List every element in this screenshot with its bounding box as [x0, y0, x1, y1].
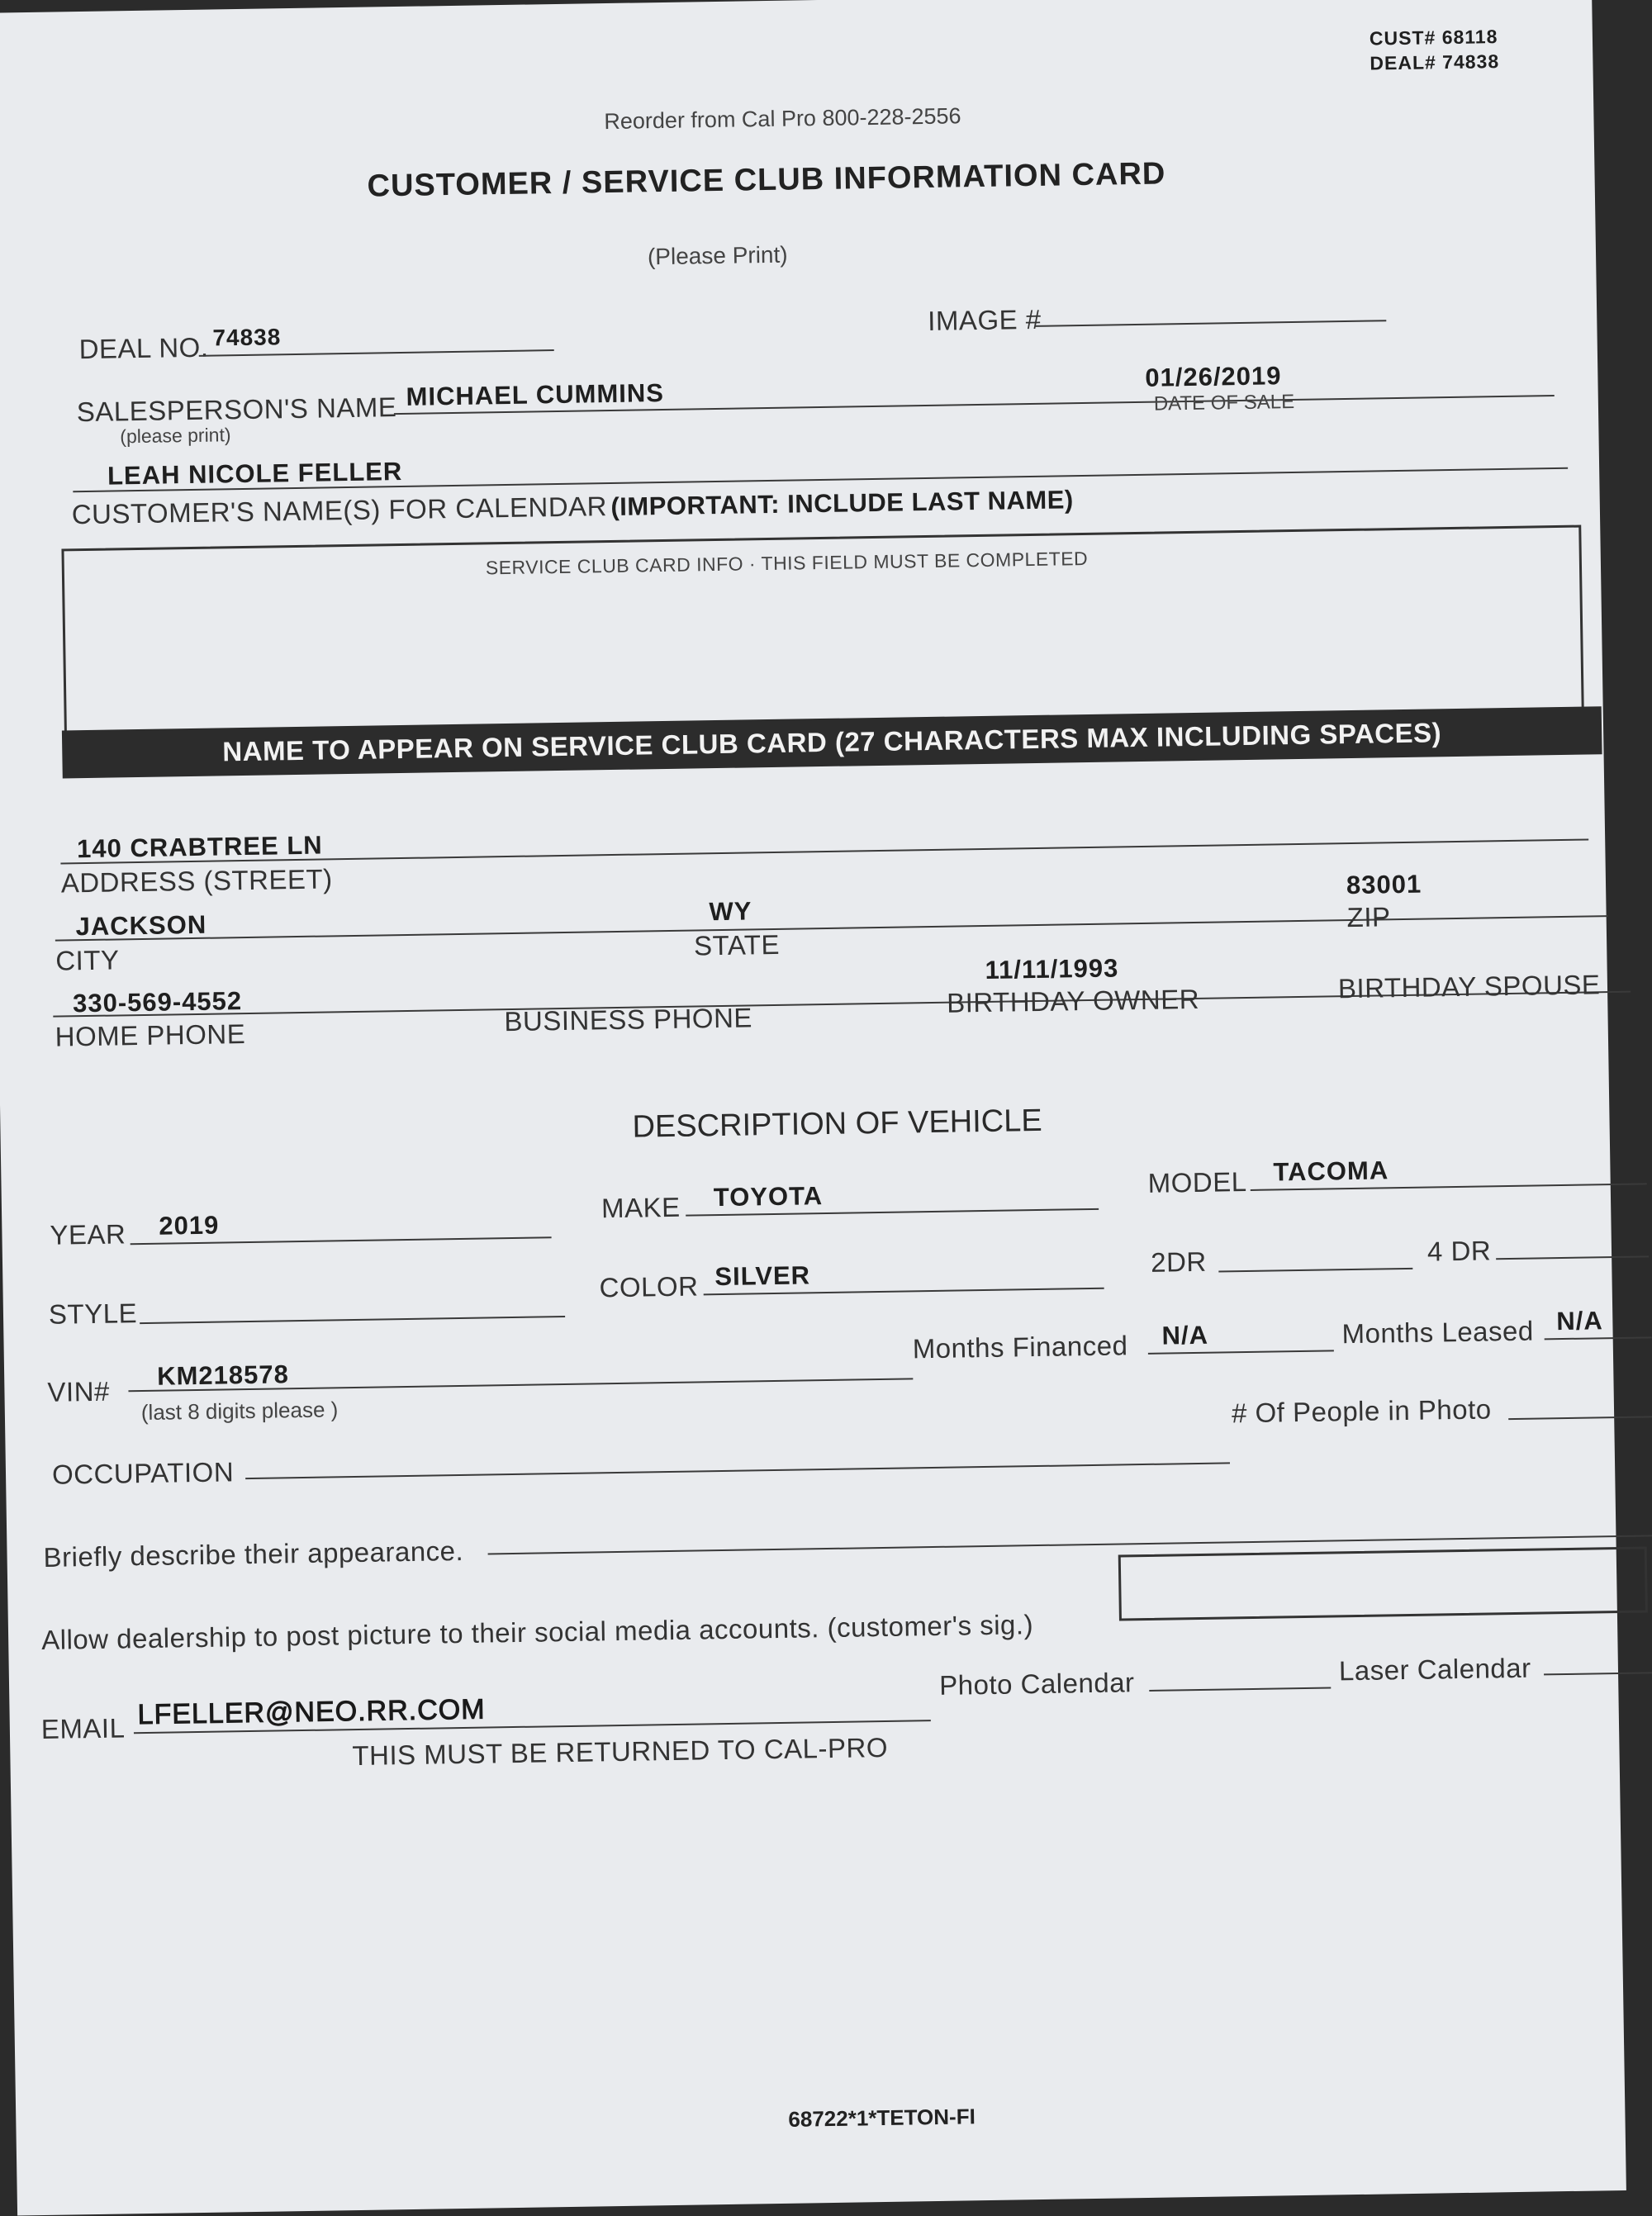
appearance-label: Briefly describe their appearance.: [43, 1535, 464, 1573]
reorder-note: Reorder from Cal Pro 800-228-2556: [604, 103, 961, 135]
photo-calendar-label: Photo Calendar: [938, 1667, 1135, 1701]
email-label: EMAIL: [40, 1712, 126, 1745]
vehicle-heading: DESCRIPTION OF VEHICLE: [632, 1103, 1042, 1145]
image-number-line: [1035, 320, 1386, 327]
style-label: STYLE: [48, 1298, 138, 1330]
birthday-owner-label: BIRTHDAY OWNER: [946, 983, 1200, 1018]
two-dr-line: [1218, 1268, 1412, 1273]
months-leased-line: [1545, 1336, 1652, 1340]
make-value[interactable]: TOYOTA: [713, 1181, 824, 1212]
people-in-photo-label: # Of People in Photo: [1231, 1393, 1492, 1429]
salesperson-label: SALESPERSON'S NAME: [76, 391, 397, 428]
email-value[interactable]: LFELLER@NEO.RR.COM: [137, 1693, 486, 1731]
vin-label: VIN#: [47, 1375, 111, 1407]
year-label: YEAR: [50, 1218, 126, 1250]
deal-no-label: DEAL NO.: [78, 331, 209, 365]
months-financed-value[interactable]: N/A: [1161, 1320, 1209, 1350]
occupation-line: [245, 1462, 1230, 1479]
salesperson-hint: (please print): [120, 424, 231, 448]
service-club-header: SERVICE CLUB CARD INFO · THIS FIELD MUST BE COMPLETED: [485, 547, 1089, 579]
form-code: 68722*1*TETON-FI: [788, 2104, 976, 2132]
months-leased-label: Months Leased: [1341, 1315, 1534, 1350]
model-label: MODEL: [1147, 1166, 1247, 1198]
months-financed-label: Months Financed: [912, 1330, 1128, 1364]
please-print-note: (Please Print): [647, 241, 788, 270]
state-value[interactable]: WY: [709, 896, 752, 927]
vin-hint: (last 8 digits please ): [140, 1397, 339, 1426]
vin-value[interactable]: KM218578: [156, 1359, 290, 1391]
color-value[interactable]: SILVER: [714, 1260, 811, 1292]
months-leased-value[interactable]: N/A: [1556, 1306, 1604, 1336]
home-phone-value[interactable]: 330-569-4552: [72, 986, 243, 1018]
color-label: COLOR: [599, 1270, 699, 1303]
occupation-label: OCCUPATION: [51, 1456, 235, 1490]
state-label: STATE: [693, 928, 781, 961]
zip-label: ZIP: [1346, 901, 1391, 933]
address-value[interactable]: 140 CRABTREE LN: [76, 830, 323, 864]
home-phone-label: HOME PHONE: [55, 1018, 246, 1052]
business-phone-label: BUSINESS PHONE: [504, 1002, 753, 1037]
laser-calendar-label: Laser Calendar: [1338, 1652, 1531, 1687]
four-dr-line: [1496, 1255, 1649, 1260]
date-of-sale-value[interactable]: 01/26/2019: [1145, 361, 1282, 392]
cust-number: CUST# 68118: [1369, 26, 1498, 50]
customer-name-label: CUSTOMER'S NAME(S) FOR CALENDAR: [71, 491, 608, 530]
service-club-name-bar: NAME TO APPEAR ON SERVICE CLUB CARD (27 CHARACTERS MAX INCLUDING SPACES): [62, 706, 1602, 778]
photo-calendar-line: [1149, 1687, 1331, 1691]
salesperson-value[interactable]: MICHAEL CUMMINS: [406, 377, 665, 411]
city-value[interactable]: JACKSON: [75, 909, 207, 942]
deal-no-value[interactable]: 74838: [212, 324, 282, 351]
laser-calendar-line: [1544, 1672, 1652, 1675]
form-title: CUSTOMER / SERVICE CLUB INFORMATION CARD: [367, 156, 1166, 204]
birthday-spouse-label: BIRTHDAY SPOUSE: [1337, 969, 1601, 1004]
two-dr-label: 2DR: [1150, 1246, 1207, 1278]
customer-name-note: (IMPORTANT: INCLUDE LAST NAME): [610, 485, 1074, 522]
return-note: THIS MUST BE RETURNED TO CAL-PRO: [352, 1731, 889, 1772]
image-number-label: IMAGE #: [927, 303, 1042, 336]
social-media-label: Allow dealership to post picture to their social media accounts. (customer's sig.): [40, 1609, 1034, 1655]
city-label: CITY: [55, 944, 120, 976]
deal-number-top: DEAL# 74838: [1370, 50, 1500, 74]
four-dr-label: 4 DR: [1427, 1235, 1492, 1267]
social-media-signature-box[interactable]: [1118, 1546, 1648, 1620]
address-label: ADDRESS (STREET): [60, 863, 333, 899]
zip-value[interactable]: 83001: [1346, 869, 1422, 900]
year-value[interactable]: 2019: [159, 1210, 220, 1241]
date-of-sale-label: DATE OF SALE: [1153, 390, 1295, 415]
customer-name-label-row: [71, 483, 1073, 530]
people-in-photo-line: [1508, 1416, 1652, 1420]
model-value[interactable]: TACOMA: [1273, 1155, 1389, 1187]
customer-name-value[interactable]: LEAH NICOLE FELLER: [107, 456, 403, 491]
make-label: MAKE: [601, 1191, 681, 1224]
style-line: [140, 1316, 565, 1324]
birthday-owner-value[interactable]: 11/11/1993: [985, 953, 1119, 985]
